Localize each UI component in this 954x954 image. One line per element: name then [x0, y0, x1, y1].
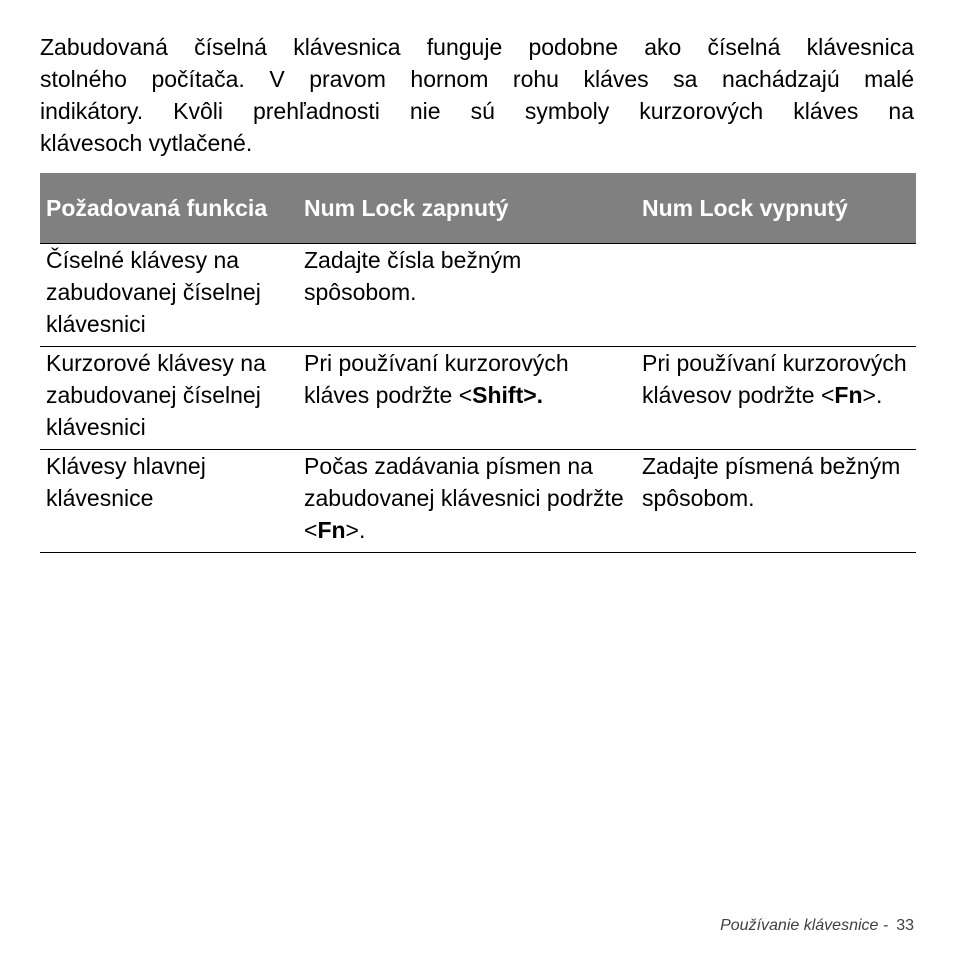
text-fragment: >. [523, 382, 544, 408]
text-fragment: >. [345, 517, 366, 543]
table-cell [298, 244, 636, 347]
key-name-shift: Shift [472, 382, 524, 408]
text-fragment: >. [862, 382, 883, 408]
table-row [40, 244, 916, 347]
header-required-function: Požadovaná funkcia [40, 173, 298, 244]
table-cell [636, 244, 916, 347]
cell-text: Kurzorové klávesy na zabudovanej číselnej klávesnici [46, 350, 266, 440]
key-name-fn: Fn [834, 382, 863, 408]
text-fragment: Pri používaní kurzorových kláves podržte < [304, 350, 569, 408]
page-number: 33 [896, 917, 914, 934]
cell-text: Číselné klávesy na zabudovanej číselnej klávesnici [46, 247, 261, 337]
cell-text [642, 347, 910, 411]
intro-line: stolného počítača. V pravom hornom rohu kláves sa nachádzajú malé [40, 66, 914, 92]
table-cell [298, 450, 636, 553]
intro-line: klávesoch vytlačené. [40, 130, 253, 156]
header-numlock-off: Num Lock vypnutý [636, 173, 916, 244]
numpad-function-table [40, 173, 916, 553]
table-cell [40, 244, 298, 347]
table-row [40, 347, 916, 450]
table-cell [40, 347, 298, 450]
cell-text: Klávesy hlavnej klávesnice [46, 453, 206, 511]
footer-section-title: Používanie klávesnice - [720, 917, 889, 934]
table-cell [40, 450, 298, 553]
header-numlock-on: Num Lock zapnutý [298, 173, 636, 244]
intro-line: indikátory. Kvôli prehľadnosti nie sú symboly kurzorových kláves na [40, 98, 914, 124]
cell-text [304, 450, 630, 546]
text-fragment: Počas zadávania písmen na zabudovanej klávesnici podržte < [304, 453, 624, 543]
cell-text: Zadajte čísla bežným spôsobom. [304, 247, 522, 305]
table-header-row [40, 173, 916, 244]
text-fragment: Pri používaní kurzorových klávesov podržte < [642, 350, 907, 408]
cell-text [304, 347, 630, 411]
cell-text: Zadajte písmená bežným spôsobom. [642, 453, 901, 511]
intro-line: Zabudovaná číselná klávesnica funguje podobne ako číselná klávesnica [40, 34, 914, 60]
table-cell [636, 347, 916, 450]
key-name-fn: Fn [317, 517, 346, 543]
table-row [40, 450, 916, 553]
page-footer [720, 917, 914, 935]
intro-paragraph [40, 31, 914, 159]
table-cell [298, 347, 636, 450]
table-cell [636, 450, 916, 553]
